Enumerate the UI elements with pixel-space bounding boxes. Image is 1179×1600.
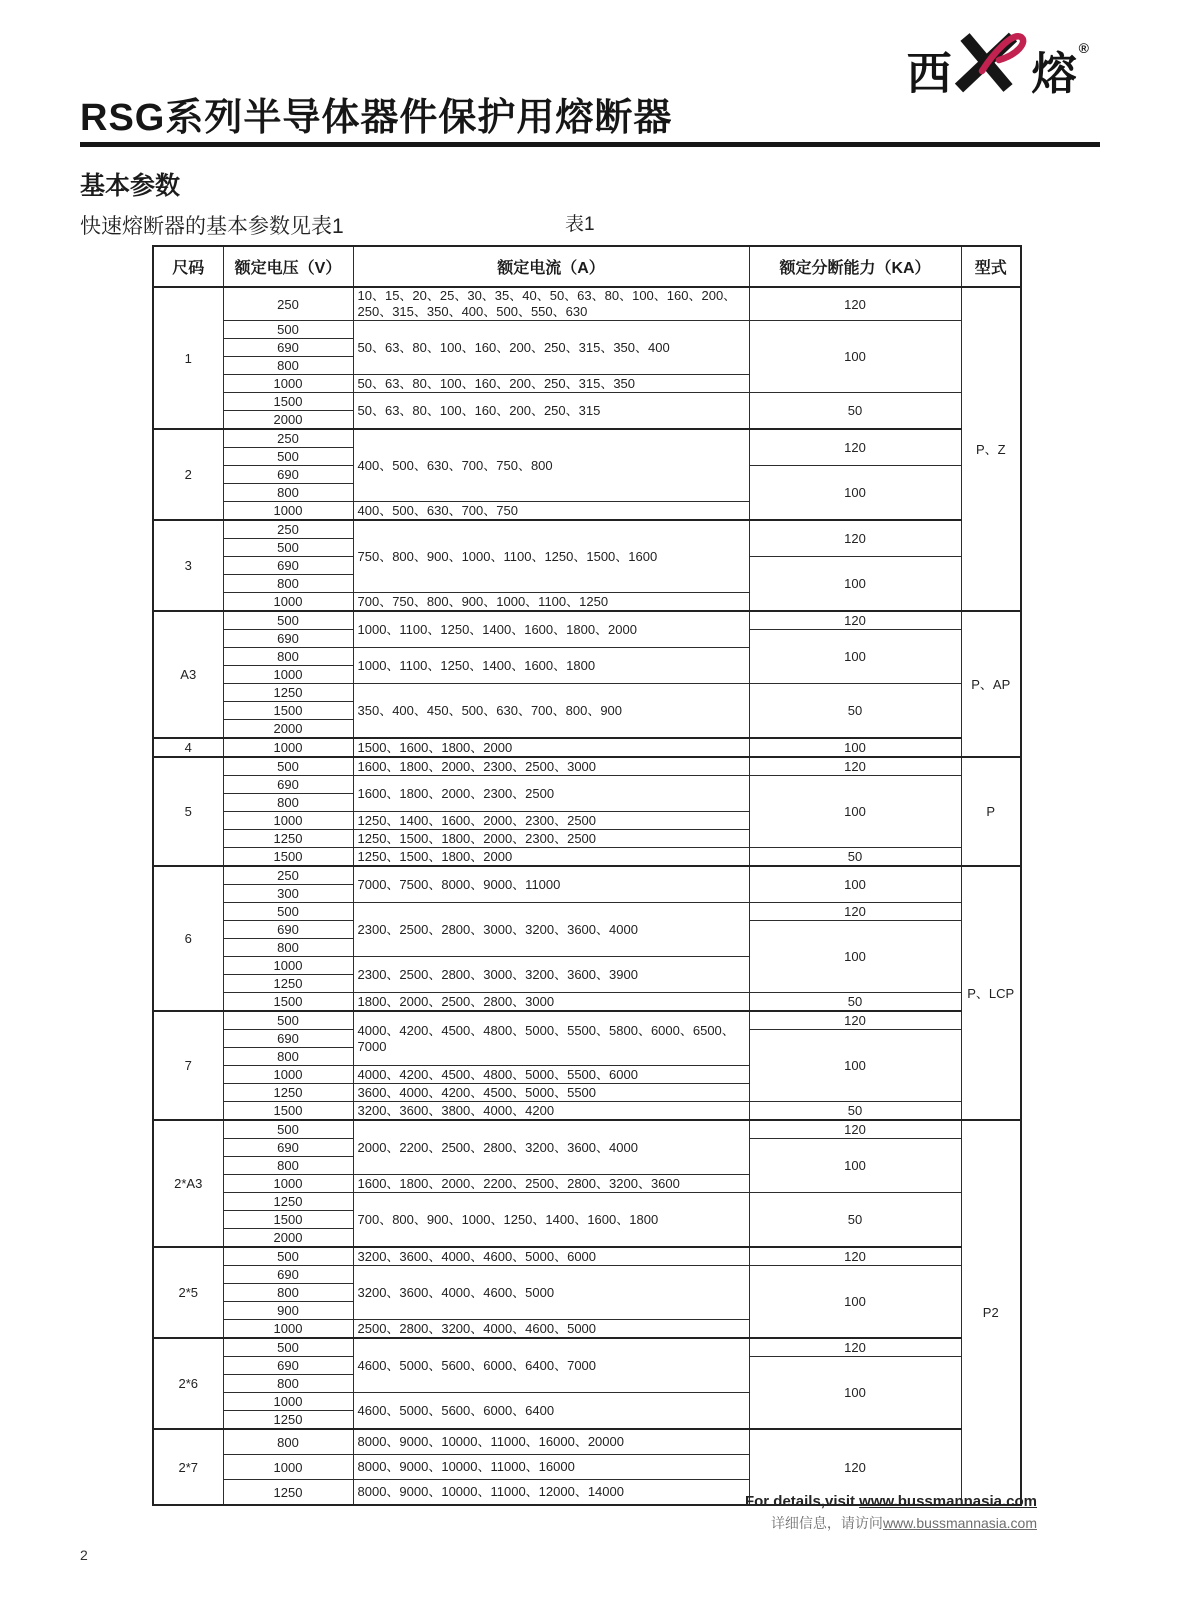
page-title: RSG系列半导体器件保护用熔断器 — [80, 97, 673, 139]
current-cell: 10、15、20、25、30、35、40、50、63、80、100、160、200、250、315、350、400、500、550、630 — [353, 287, 749, 321]
voltage-cell: 800 — [223, 1429, 353, 1455]
current-cell: 750、800、900、1000、1100、1250、1500、1600 — [353, 520, 749, 593]
voltage-cell: 1500 — [223, 848, 353, 867]
voltage-cell: 800 — [223, 1157, 353, 1175]
voltage-cell: 690 — [223, 339, 353, 357]
table-row — [153, 738, 1021, 757]
voltage-cell: 800 — [223, 484, 353, 502]
voltage-cell: 250 — [223, 866, 353, 885]
table-row — [153, 684, 1021, 702]
breaking-capacity-cell: 100 — [749, 1139, 961, 1193]
logo-right-char: 熔 — [1031, 47, 1077, 99]
breaking-capacity-cell: 100 — [749, 866, 961, 903]
breaking-capacity-cell: 100 — [749, 738, 961, 757]
voltage-cell: 690 — [223, 776, 353, 794]
table-row — [153, 776, 1021, 794]
breaking-capacity-cell: 120 — [749, 287, 961, 321]
voltage-cell: 690 — [223, 1357, 353, 1375]
breaking-capacity-cell: 100 — [749, 1357, 961, 1430]
current-cell: 4000、4200、4500、4800、5000、5500、5800、6000、6500、7000 — [353, 1011, 749, 1066]
table-row — [153, 1429, 1021, 1455]
column-header: 尺码 — [153, 246, 223, 287]
current-cell: 3200、3600、4000、4600、5000 — [353, 1266, 749, 1320]
table-caption: 表1 — [565, 214, 595, 235]
breaking-capacity-cell: 100 — [749, 1030, 961, 1102]
voltage-cell: 800 — [223, 1375, 353, 1393]
voltage-cell: 690 — [223, 630, 353, 648]
type-cell: P、AP — [961, 611, 1021, 757]
logo-left-char: 西 — [906, 47, 952, 99]
current-cell: 3200、3600、3800、4000、4200 — [353, 1102, 749, 1121]
voltage-cell: 800 — [223, 648, 353, 666]
voltage-cell: 1000 — [223, 1066, 353, 1084]
column-header: 额定电压（V） — [223, 246, 353, 287]
current-cell: 700、800、900、1000、1250、1400、1600、1800 — [353, 1193, 749, 1248]
table-header-row — [153, 246, 1021, 287]
breaking-capacity-cell: 100 — [749, 557, 961, 612]
current-cell: 1600、1800、2000、2300、2500 — [353, 776, 749, 812]
voltage-cell: 1000 — [223, 1455, 353, 1480]
table-row — [153, 903, 1021, 921]
breaking-capacity-cell: 120 — [749, 611, 961, 630]
breaking-capacity-cell: 100 — [749, 466, 961, 521]
table-row — [153, 1266, 1021, 1284]
current-cell: 1000、1100、1250、1400、1600、1800 — [353, 648, 749, 684]
size-cell: 5 — [153, 757, 223, 866]
voltage-cell: 500 — [223, 1338, 353, 1357]
current-cell: 4600、5000、5600、6000、6400、7000 — [353, 1338, 749, 1393]
voltage-cell: 800 — [223, 794, 353, 812]
table-row — [153, 429, 1021, 448]
type-cell: P2 — [961, 1120, 1021, 1505]
breaking-capacity-cell: 120 — [749, 1011, 961, 1030]
section-heading: 基本参数 — [80, 172, 181, 200]
current-cell: 8000、9000、10000、11000、16000、20000 — [353, 1429, 749, 1455]
current-cell: 50、63、80、100、160、200、250、315、350 — [353, 375, 749, 393]
table-row — [153, 866, 1021, 885]
breaking-capacity-cell: 50 — [749, 1102, 961, 1121]
footer-cn-link[interactable]: www.bussmannasia.com — [882, 1515, 1037, 1531]
footer-en-link[interactable]: www.bussmannasia.com — [859, 1493, 1037, 1510]
type-cell: P、LCP — [961, 866, 1021, 1120]
breaking-capacity-cell: 50 — [749, 393, 961, 430]
voltage-cell: 500 — [223, 1247, 353, 1266]
breaking-capacity-cell: 120 — [749, 1247, 961, 1266]
voltage-cell: 500 — [223, 611, 353, 630]
voltage-cell: 1250 — [223, 1084, 353, 1102]
voltage-cell: 690 — [223, 1266, 353, 1284]
voltage-cell: 500 — [223, 1120, 353, 1139]
voltage-cell: 690 — [223, 921, 353, 939]
footer-line-en — [745, 1493, 1037, 1510]
breaking-capacity-cell: 120 — [749, 1120, 961, 1139]
current-cell: 400、500、630、700、750、800 — [353, 429, 749, 502]
voltage-cell: 1250 — [223, 1411, 353, 1430]
voltage-cell: 500 — [223, 539, 353, 557]
size-cell: 2*6 — [153, 1338, 223, 1429]
breaking-capacity-cell: 120 — [749, 520, 961, 557]
current-cell: 8000、9000、10000、11000、12000、14000 — [353, 1480, 749, 1506]
voltage-cell: 1000 — [223, 1393, 353, 1411]
type-cell: P、Z — [961, 287, 1021, 611]
voltage-cell: 1000 — [223, 1320, 353, 1339]
breaking-capacity-cell: 100 — [749, 776, 961, 848]
table-row — [153, 1011, 1021, 1030]
voltage-cell: 1000 — [223, 812, 353, 830]
breaking-capacity-cell: 120 — [749, 757, 961, 776]
size-cell: 3 — [153, 520, 223, 611]
current-cell: 400、500、630、700、750 — [353, 502, 749, 521]
table-header — [153, 246, 1021, 287]
column-header: 型式 — [961, 246, 1021, 287]
breaking-capacity-cell: 120 — [749, 1338, 961, 1357]
voltage-cell: 1250 — [223, 975, 353, 993]
voltage-cell: 800 — [223, 575, 353, 593]
breaking-capacity-cell: 50 — [749, 1193, 961, 1248]
current-cell: 8000、9000、10000、11000、16000 — [353, 1455, 749, 1480]
table-row — [153, 848, 1021, 867]
voltage-cell: 800 — [223, 939, 353, 957]
table-body — [153, 287, 1021, 1505]
breaking-capacity-cell: 120 — [749, 903, 961, 921]
breaking-capacity-cell: 100 — [749, 921, 961, 993]
size-cell: A3 — [153, 611, 223, 738]
current-cell: 1250、1500、1800、2000、2300、2500 — [353, 830, 749, 848]
voltage-cell: 1500 — [223, 1102, 353, 1121]
breaking-capacity-cell: 120 — [749, 429, 961, 466]
current-cell: 1250、1500、1800、2000 — [353, 848, 749, 867]
voltage-cell: 500 — [223, 903, 353, 921]
footer-cn-text: 详细信息，请访问 — [770, 1515, 883, 1531]
voltage-cell: 2000 — [223, 411, 353, 430]
footer-en-text: For details,visit — [744, 1493, 860, 1510]
footer-line-cn — [745, 1513, 1037, 1533]
brand-logo — [906, 30, 1089, 99]
registered-trademark-icon: ® — [1078, 40, 1089, 56]
voltage-cell: 500 — [223, 1011, 353, 1030]
voltage-cell: 1500 — [223, 1211, 353, 1229]
current-cell: 1600、1800、2000、2200、2500、2800、3200、3600 — [353, 1175, 749, 1193]
current-cell: 1800、2000、2500、2800、3000 — [353, 993, 749, 1012]
breaking-capacity-cell: 50 — [749, 993, 961, 1012]
voltage-cell: 690 — [223, 466, 353, 484]
current-cell: 350、400、450、500、630、700、800、900 — [353, 684, 749, 739]
current-cell: 1000、1100、1250、1400、1600、1800、2000 — [353, 611, 749, 648]
voltage-cell: 1000 — [223, 375, 353, 393]
current-cell: 1250、1400、1600、2000、2300、2500 — [353, 812, 749, 830]
current-cell: 1500、1600、1800、2000 — [353, 738, 749, 757]
table-row — [153, 1120, 1021, 1139]
voltage-cell: 690 — [223, 1030, 353, 1048]
voltage-cell: 900 — [223, 1302, 353, 1320]
current-cell: 2300、2500、2800、3000、3200、3600、4000 — [353, 903, 749, 957]
title-divider — [80, 142, 1100, 147]
breaking-capacity-cell: 120 — [749, 1429, 961, 1505]
voltage-cell: 2000 — [223, 1229, 353, 1248]
breaking-capacity-cell: 50 — [749, 684, 961, 739]
type-cell: P — [961, 757, 1021, 866]
current-cell: 3600、4000、4200、4500、5000、5500 — [353, 1084, 749, 1102]
current-cell: 50、63、80、100、160、200、250、315、350、400 — [353, 321, 749, 375]
voltage-cell: 1250 — [223, 830, 353, 848]
voltage-cell: 300 — [223, 885, 353, 903]
current-cell: 50、63、80、100、160、200、250、315 — [353, 393, 749, 430]
voltage-cell: 800 — [223, 357, 353, 375]
voltage-cell: 1000 — [223, 666, 353, 684]
current-cell: 4000、4200、4500、4800、5000、5500、6000 — [353, 1066, 749, 1084]
voltage-cell: 1250 — [223, 684, 353, 702]
voltage-cell: 1000 — [223, 502, 353, 521]
breaking-capacity-cell: 100 — [749, 630, 961, 684]
voltage-cell: 250 — [223, 429, 353, 448]
voltage-cell: 1500 — [223, 993, 353, 1012]
current-cell: 2300、2500、2800、3000、3200、3600、3900 — [353, 957, 749, 993]
size-cell: 7 — [153, 1011, 223, 1120]
voltage-cell: 1000 — [223, 1175, 353, 1193]
voltage-cell: 1250 — [223, 1480, 353, 1506]
current-cell: 1600、1800、2000、2300、2500、3000 — [353, 757, 749, 776]
logo-x-icon — [954, 30, 1030, 94]
size-cell: 6 — [153, 866, 223, 1011]
table-row — [153, 757, 1021, 776]
voltage-cell: 1250 — [223, 1193, 353, 1211]
table-row — [153, 393, 1021, 411]
voltage-cell: 1000 — [223, 593, 353, 612]
voltage-cell: 2000 — [223, 720, 353, 739]
current-cell: 7000、7500、8000、9000、11000 — [353, 866, 749, 903]
table-row — [153, 993, 1021, 1012]
fuse-parameters-table — [152, 245, 1022, 1506]
column-header: 额定电流（A） — [353, 246, 749, 287]
table-row — [153, 1338, 1021, 1357]
table-row — [153, 287, 1021, 321]
breaking-capacity-cell: 100 — [749, 321, 961, 393]
breaking-capacity-cell: 100 — [749, 1266, 961, 1339]
voltage-cell: 500 — [223, 757, 353, 776]
size-cell: 2 — [153, 429, 223, 520]
table-row — [153, 611, 1021, 630]
voltage-cell: 250 — [223, 287, 353, 321]
page-number: 2 — [80, 1547, 88, 1563]
voltage-cell: 250 — [223, 520, 353, 539]
voltage-cell: 1000 — [223, 738, 353, 757]
voltage-cell: 1500 — [223, 702, 353, 720]
page-footer — [745, 1493, 1037, 1533]
voltage-cell: 800 — [223, 1048, 353, 1066]
voltage-cell: 800 — [223, 1284, 353, 1302]
table-row — [153, 1247, 1021, 1266]
breaking-capacity-cell: 50 — [749, 848, 961, 867]
column-header: 额定分断能力（KA） — [749, 246, 961, 287]
size-cell: 1 — [153, 287, 223, 429]
size-cell: 2*5 — [153, 1247, 223, 1338]
current-cell: 2000、2200、2500、2800、3200、3600、4000 — [353, 1120, 749, 1175]
voltage-cell: 500 — [223, 448, 353, 466]
current-cell: 4600、5000、5600、6000、6400 — [353, 1393, 749, 1430]
voltage-cell: 690 — [223, 557, 353, 575]
table-row — [153, 1193, 1021, 1211]
table-row — [153, 321, 1021, 339]
voltage-cell: 1000 — [223, 957, 353, 975]
current-cell: 2500、2800、3200、4000、4600、5000 — [353, 1320, 749, 1339]
size-cell: 4 — [153, 738, 223, 757]
voltage-cell: 500 — [223, 321, 353, 339]
size-cell: 2*A3 — [153, 1120, 223, 1247]
table-row — [153, 520, 1021, 539]
size-cell: 2*7 — [153, 1429, 223, 1505]
table-intro-text: 快速熔断器的基本参数见表1 — [80, 215, 344, 238]
current-cell: 3200、3600、4000、4600、5000、6000 — [353, 1247, 749, 1266]
table-row — [153, 1102, 1021, 1121]
voltage-cell: 690 — [223, 1139, 353, 1157]
voltage-cell: 1500 — [223, 393, 353, 411]
current-cell: 700、750、800、900、1000、1100、1250 — [353, 593, 749, 612]
